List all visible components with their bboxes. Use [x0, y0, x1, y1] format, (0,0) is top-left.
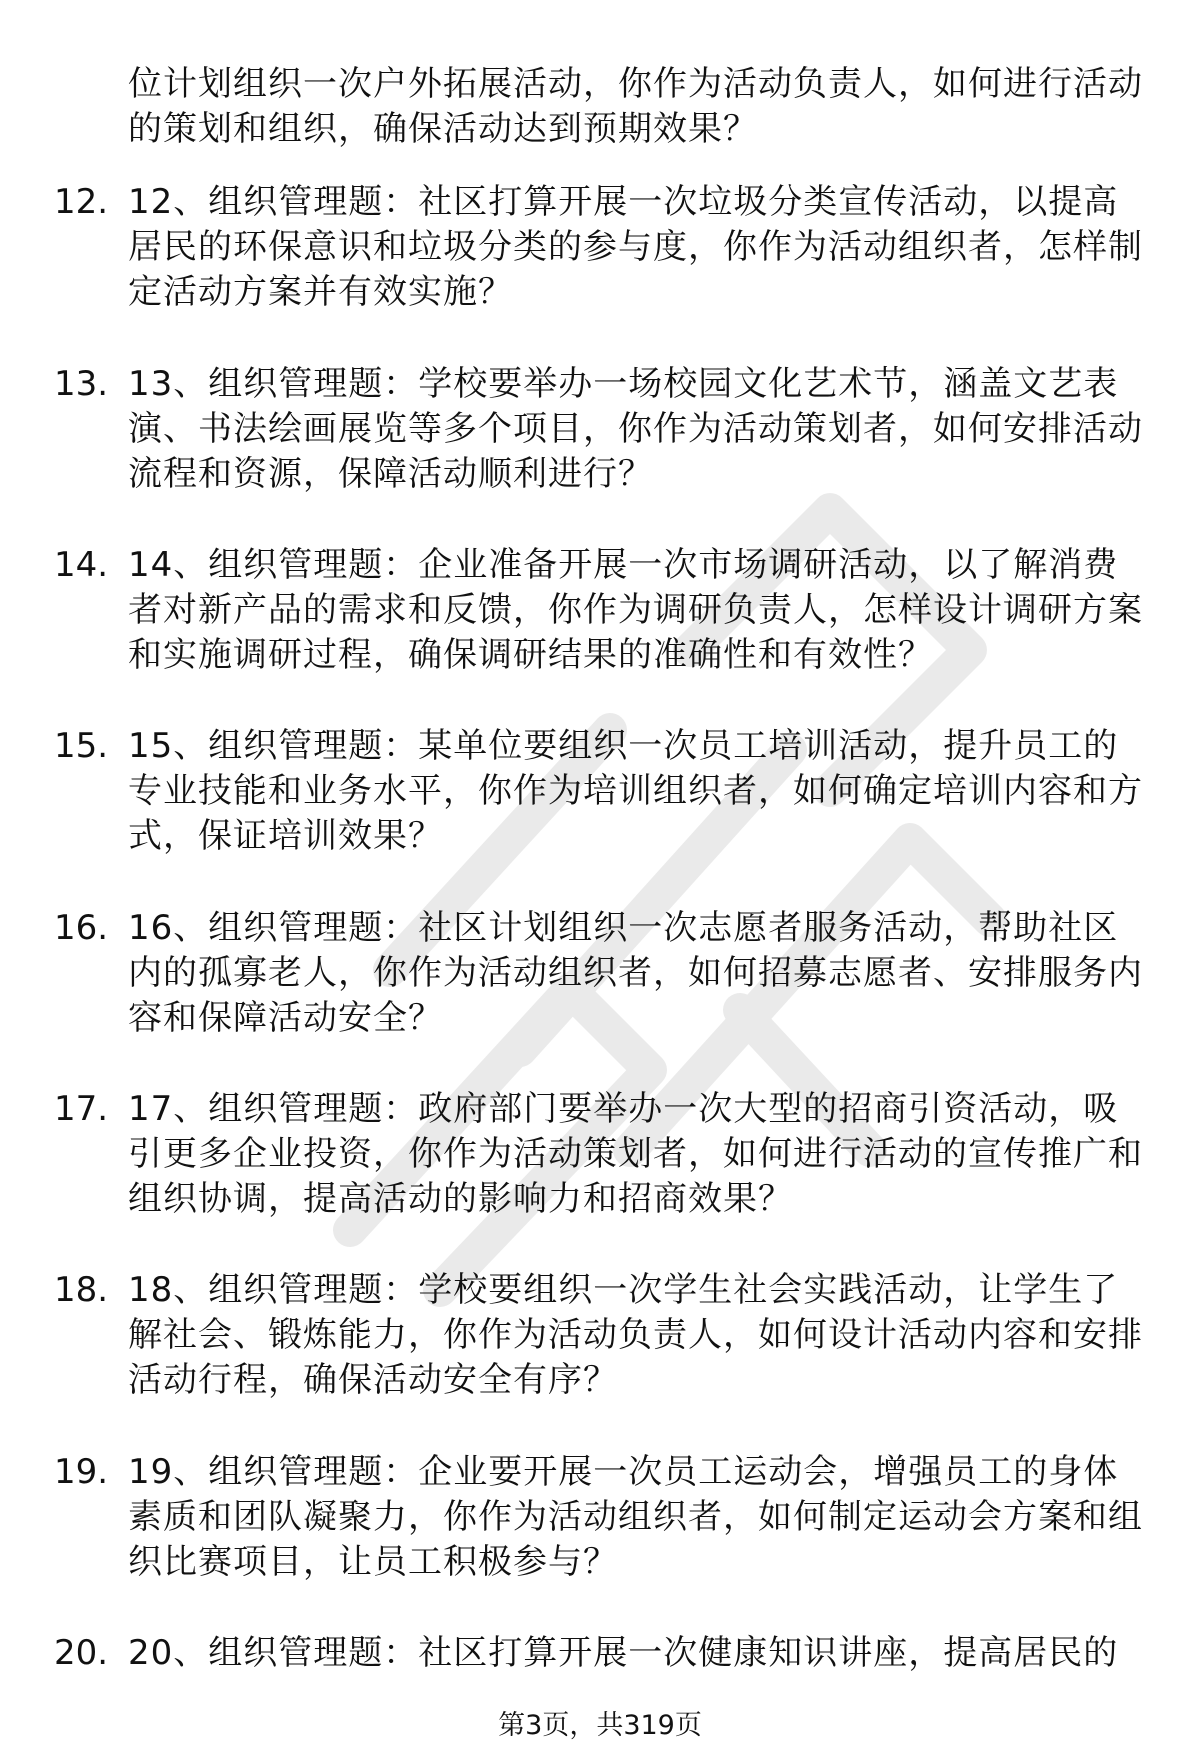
question-number: 15.: [54, 726, 109, 766]
question-text: 17、组织管理题：政府部门要举办一次大型的招商引资活动，吸引更多企业投资，你作为活动策划者，如何进行活动的宣传推广和组织协调，提高活动的影响力和招商效果？: [128, 1089, 1143, 1219]
question-number: 13.: [54, 364, 109, 404]
question-number: 17.: [54, 1089, 109, 1129]
question-text: 15、组织管理题：某单位要组织一次员工培训活动，提升员工的专业技能和业务水平，你作为培训组织者，如何确定培训内容和方式，保证培训效果？: [128, 726, 1143, 856]
question-text: 12、组织管理题：社区打算开展一次垃圾分类宣传活动，以提高居民的环保意识和垃圾分类的参与度，你作为活动组织者，怎样制定活动方案并有效实施？: [128, 182, 1143, 312]
question-number: 20.: [54, 1633, 109, 1673]
question-number: 19.: [54, 1452, 109, 1492]
question-text: 16、组织管理题：社区计划组织一次志愿者服务活动，帮助社区内的孤寡老人，你作为活动组织者，如何招募志愿者、安排服务内容和保障活动安全？: [128, 908, 1143, 1038]
question-number: 12.: [54, 182, 109, 222]
continuation-paragraph: 位计划组织一次户外拓展活动，你作为活动负责人，如何进行活动的策划和组织，确保活动达到预期效果？: [128, 64, 1143, 149]
question-number: 16.: [54, 908, 109, 948]
question-number: 14.: [54, 545, 109, 585]
question-text: 14、组织管理题：企业准备开展一次市场调研活动，以了解消费者对新产品的需求和反馈，你作为调研负责人，怎样设计调研方案和实施调研过程，确保调研结果的准确性和有效性？: [128, 545, 1143, 675]
page-footer: 第3页，共319页: [498, 1710, 702, 1741]
question-text: 20、组织管理题：社区打算开展一次健康知识讲座，提高居民的: [128, 1633, 1119, 1673]
question-text: 13、组织管理题：学校要举办一场校园文化艺术节，涵盖文艺表演、书法绘画展览等多个项目，你作为活动策划者，如何安排活动流程和资源，保障活动顺利进行？: [128, 364, 1143, 494]
question-text: 19、组织管理题：企业要开展一次员工运动会，增强员工的身体素质和团队凝聚力，你作为活动组织者，如何制定运动会方案和组织比赛项目，让员工积极参与？: [128, 1452, 1143, 1582]
question-number: 18.: [54, 1270, 109, 1310]
question-text: 18、组织管理题：学校要组织一次学生社会实践活动，让学生了解社会、锻炼能力，你作为活动负责人，如何设计活动内容和安排活动行程，确保活动安全有序？: [128, 1270, 1143, 1400]
